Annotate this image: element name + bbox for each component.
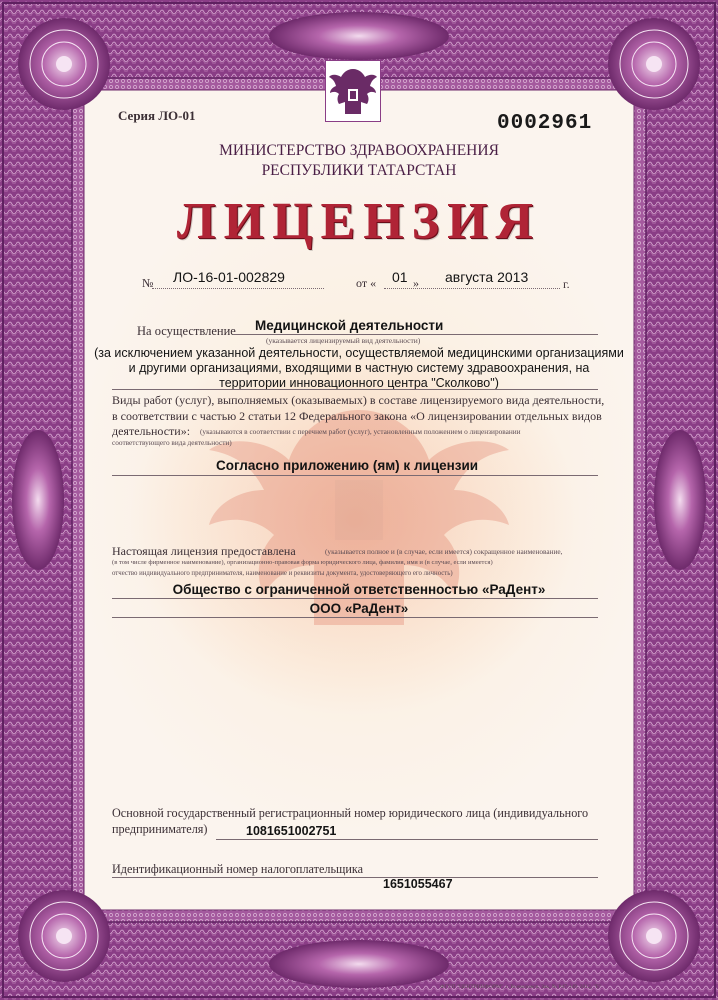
works-line-2: в соответствии с частью 2 статьи 12 Федерального закона «О лицензировании отдельных видов — [112, 409, 602, 423]
activity-exception-line-1: (за исключением указанной деятельности, осуществляемой медицинскими организациями — [94, 346, 624, 360]
ogrn-label-line-1: Основной государственный регистрационный номер юридического лица (индивидуального — [112, 806, 589, 820]
date-day: 01 — [392, 269, 408, 285]
printer-imprint: ФГУП "ЦЕНТРИНФОРМ", г. Всеволожск, Зак. № Р47-149, 2012, "Б" — [440, 984, 602, 990]
coat-of-arms-emblem — [325, 60, 381, 122]
works-line-3-lead: деятельности»: — [112, 424, 191, 438]
activity-underline — [234, 334, 598, 335]
corner-rosette-bottom-left — [18, 890, 110, 982]
document-title: ЛИЦЕНЗИЯ — [176, 193, 542, 250]
corner-rosette-top-right — [608, 18, 700, 110]
activity-caption: (указывается лицензируемый вид деятельности) — [266, 336, 421, 345]
licensee-caption-3: отчество индивидуального предпринимателя, наименование и реквизиты документа, удостоверяющего его личность) — [112, 570, 453, 577]
activity-exception-line-2: и другими организациями, входящими в частную систему здравоохранения, на — [128, 361, 590, 375]
works-line-1: Виды работ (услуг), выполняемых (оказываемых) в составе лицензируемого вида деятельности, — [112, 393, 605, 407]
license-number: ЛО-16-01-002829 — [173, 269, 285, 285]
ogrn-label-line-2: предпринимателя) — [112, 822, 208, 836]
licensee-underline-1 — [112, 598, 598, 599]
ministry-line-1: МИНИСТЕРСТВО ЗДРАВООХРАНЕНИЯ — [219, 142, 499, 159]
date-underline — [384, 288, 560, 289]
corner-rosette-bottom-right — [608, 890, 700, 982]
date-month-year: августа 2013 — [445, 269, 529, 285]
activity-exception-line-3: территории инновационного центра "Сколково") — [219, 376, 499, 390]
licensee-full-name: Общество с ограниченной ответственностью «РаДент» — [172, 582, 546, 597]
works-caption-2: соответствующего вида деятельности) — [112, 438, 232, 447]
works-underline — [112, 475, 598, 476]
ogrn-underline — [216, 839, 598, 840]
date-from-label: от « — [356, 276, 377, 290]
series-label: Серия ЛО-01 — [118, 108, 196, 123]
inn-value: 1651055467 — [383, 877, 453, 891]
ogrn-value: 1081651002751 — [246, 824, 337, 838]
licensee-caption-2: (в том числе фирменное наименование), организационно-правовая форма юридического лица, фамилия, имя и (в случае, если имеется) — [112, 559, 493, 566]
licensee-caption-1: (указывается полное и (в случае, если имеется) сокращенное наименование, — [325, 547, 563, 556]
corner-rosette-top-left — [18, 18, 110, 110]
activity-value: Медицинской деятельности — [255, 318, 444, 333]
inn-underline — [112, 877, 598, 878]
licensee-underline-2 — [112, 617, 598, 618]
activity-label: На осуществление — [137, 324, 236, 338]
number-underline — [152, 288, 324, 289]
date-year-suffix: г. — [563, 277, 570, 291]
ministry-line-2: РЕСПУБЛИКИ ТАТАРСТАН — [261, 162, 457, 179]
works-caption-1: (указываются в соответствии с перечнем работ (услуг), установленным положением о лицензировании — [200, 427, 521, 436]
number-label: № — [142, 276, 154, 290]
date-close-quote: » — [413, 276, 419, 290]
licensee-short-name: ООО «РаДент» — [309, 601, 409, 616]
activity-exception-underline — [112, 389, 598, 390]
licensee-lead: Настоящая лицензия предоставлена — [112, 544, 296, 558]
serial-number: 0002961 — [497, 112, 593, 135]
inn-label: Идентификационный номер налогоплательщика — [112, 862, 364, 876]
works-value: Согласно приложению (ям) к лицензии — [216, 458, 479, 473]
